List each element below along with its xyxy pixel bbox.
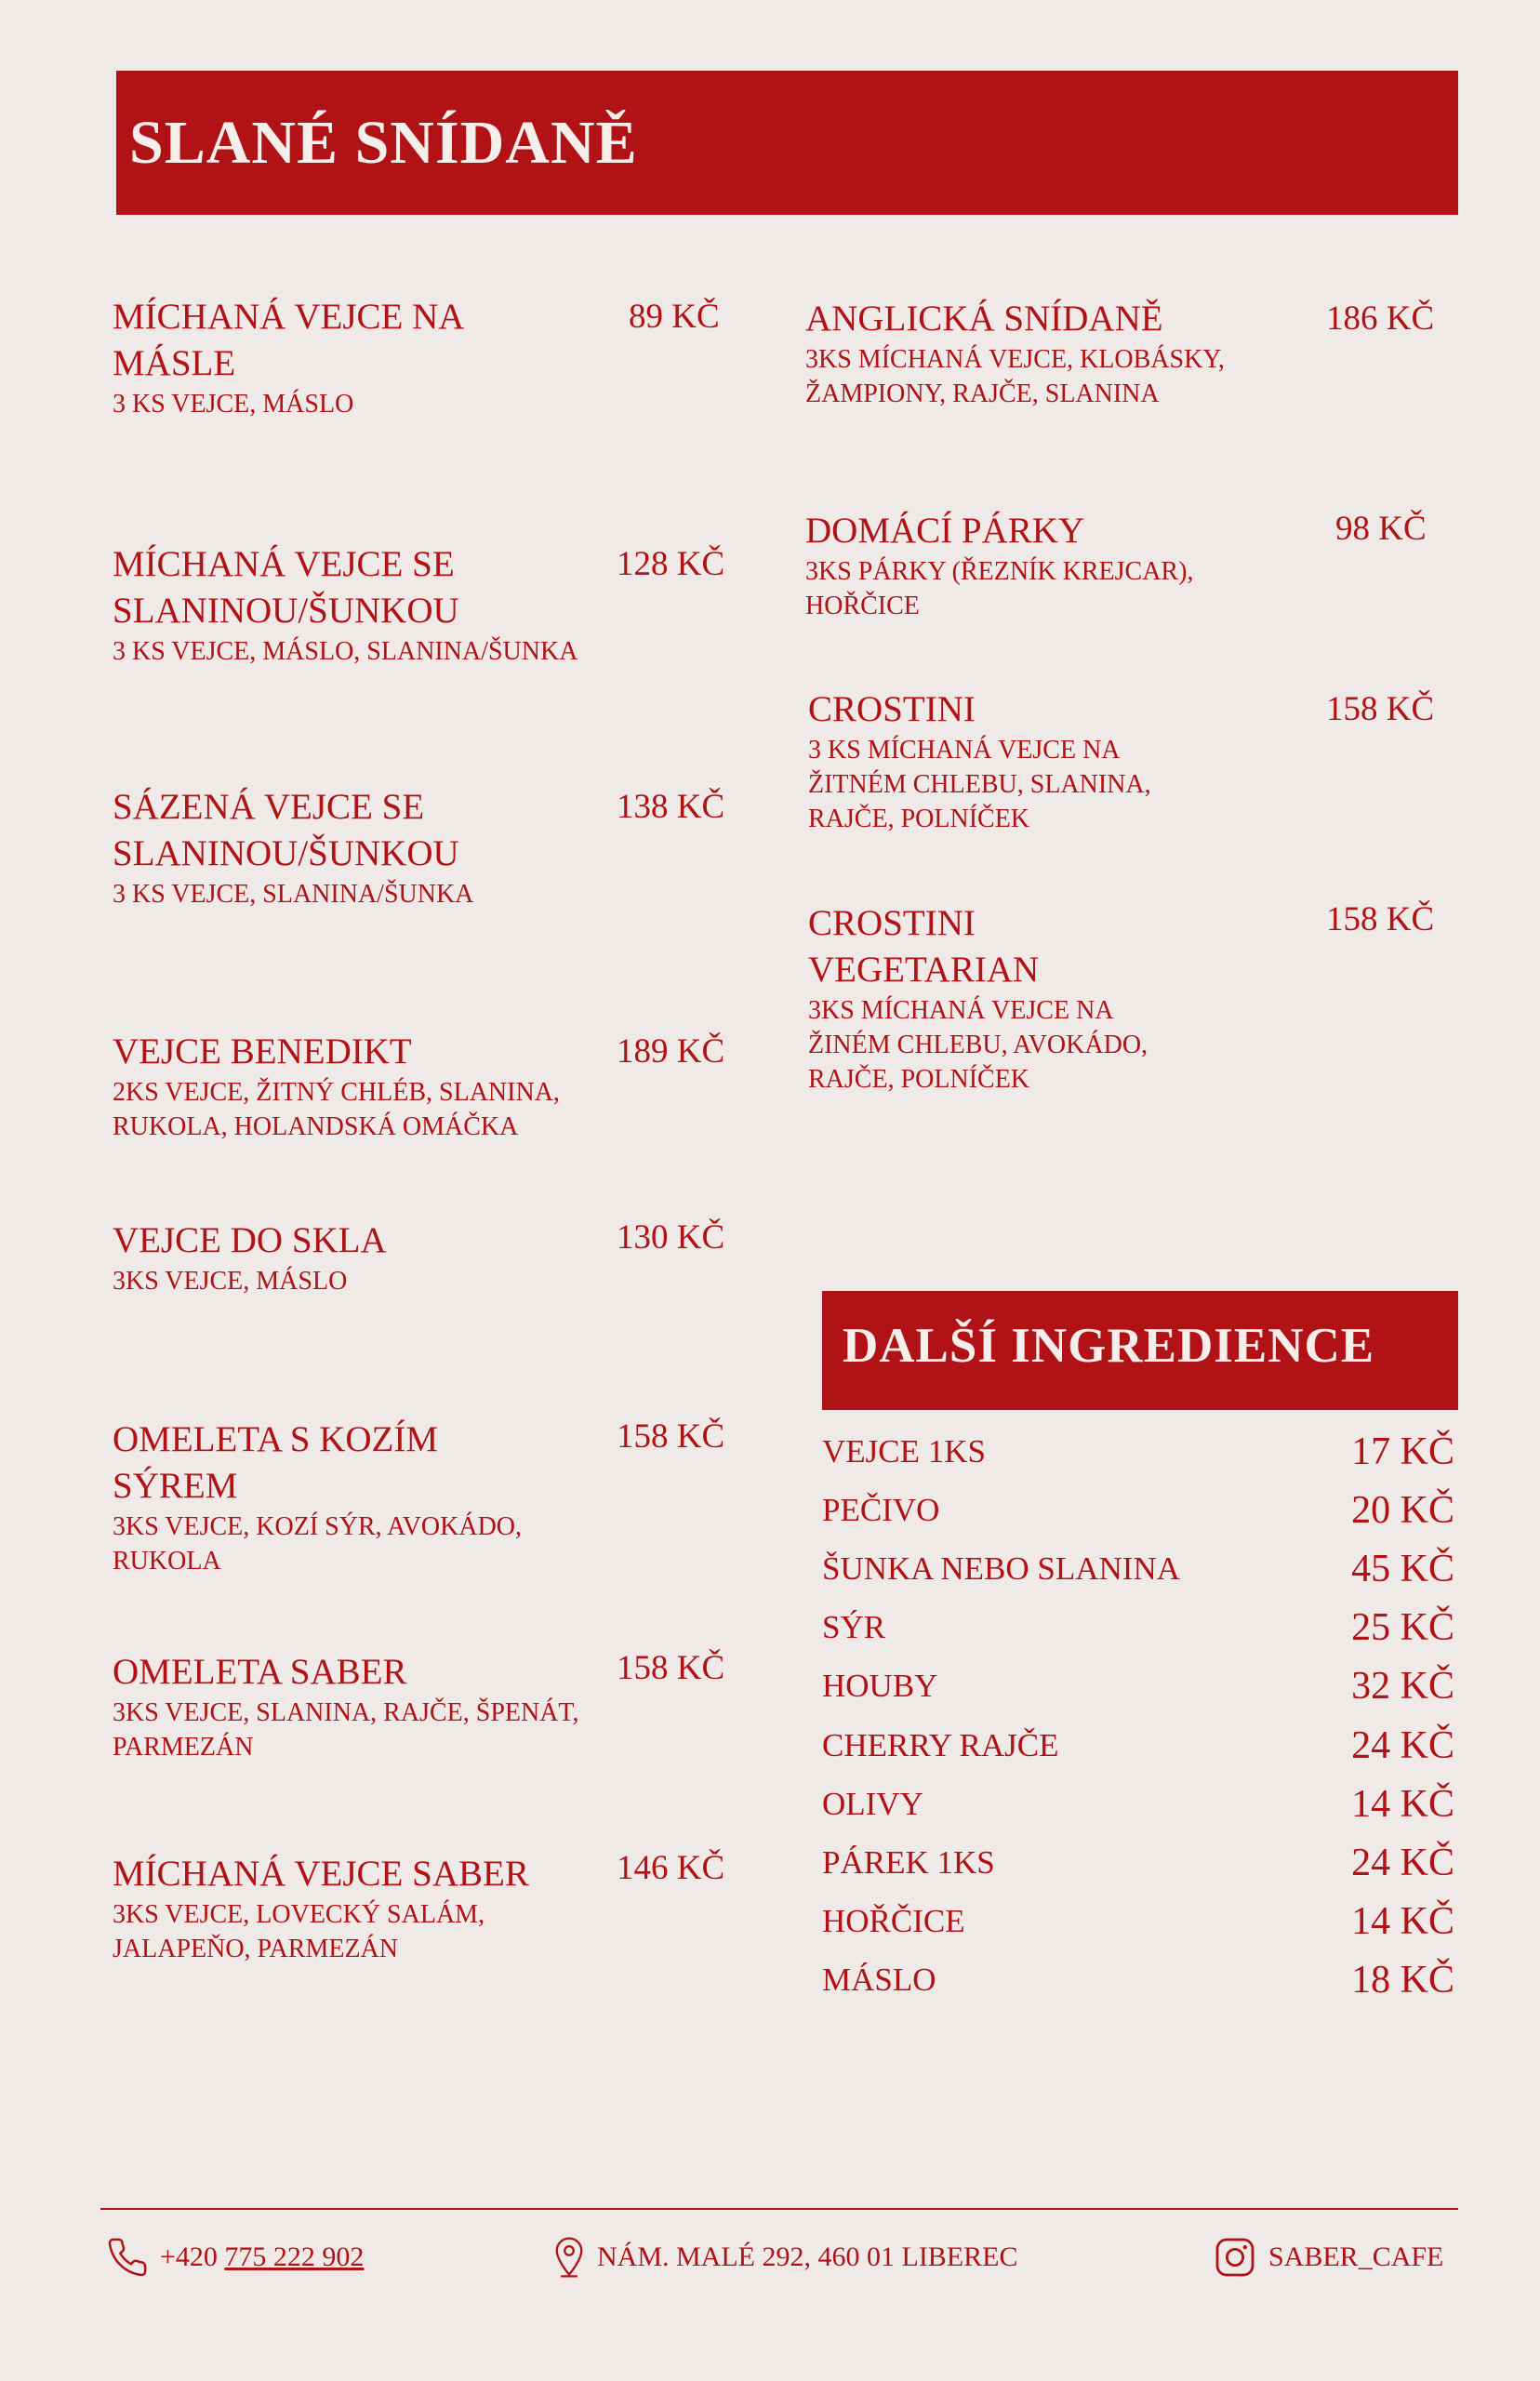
main-title-banner [116,71,1458,215]
extra-row [822,1424,1454,1480]
item-description: 3 KS VEJCE, MÁSLO [113,390,354,419]
menu-item [113,784,633,911]
extra-price: 25 KČ [1351,1606,1454,1649]
item-price: 189 KČ [617,1032,725,1071]
extra-row [822,1776,1454,1832]
item-name: MÍCHANÁ VEJCE SABER [113,1854,529,1894]
extra-row [822,1658,1454,1714]
extra-name: HOŘČICE [822,1903,965,1939]
footer-instagram[interactable] [1213,2232,1443,2282]
extra-price: 17 KČ [1351,1430,1454,1473]
address-text: NÁM. MALÉ 292, 460 01 LIBEREC [597,2241,1018,2272]
extra-price: 20 KČ [1351,1489,1454,1532]
item-name: OMELETA S KOZÍM SÝREM [113,1419,439,1506]
item-description: 3KS VEJCE, LOVECKÝ SALÁM, JALAPEŇO, PARMEZÁN [113,1900,485,1963]
item-name: OMELETA SABER [113,1652,407,1692]
menu-item [113,294,633,421]
item-price: 98 KČ [1335,510,1427,548]
phone-prefix: +420 [160,2241,218,2272]
item-name: MÍCHANÁ VEJCE SE SLANINOU/ŠUNKOU [113,544,459,631]
menu-item [805,508,1289,623]
footer-address [552,2232,1018,2282]
item-price: 89 KČ [629,298,720,336]
item-name: DOMÁCÍ PÁRKY [805,511,1085,551]
extra-name: OLIVY [822,1786,923,1822]
extra-name: MÁSLO [822,1962,936,1998]
extra-name: CHERRY RAJČE [822,1727,1059,1763]
phone-number[interactable]: 775 222 902 [224,2241,365,2272]
extra-row [822,1952,1454,2008]
item-description: 3KS PÁRKY (ŘEZNÍK KREJCAR), HOŘČICE [805,557,1194,620]
extra-row [822,1483,1454,1538]
extra-name: PEČIVO [822,1492,940,1528]
menu-item [808,900,1292,1097]
item-description: 3 KS VEJCE, SLANINA/ŠUNKA [113,880,474,909]
item-description: 3KS MÍCHANÁ VEJCE NA ŽINÉM CHLEBU, AVOKÁDO, RAJČE, POLNÍČEK [808,996,1148,1094]
page-title: SLANÉ SNÍDANĚ [129,109,638,177]
phone-icon [106,2236,149,2279]
item-name: CROSTINI [808,689,976,729]
extra-name: VEJCE 1KS [822,1433,986,1470]
item-price: 158 KČ [617,1417,725,1456]
instagram-handle[interactable]: SABER_CAFE [1268,2241,1444,2272]
menu-item [113,1417,633,1578]
location-pin-icon [552,2236,586,2279]
item-price: 146 KČ [617,1849,725,1887]
item-description: 3 KS MÍCHANÁ VEJCE NA ŽITNÉM CHLEBU, SLANINA, RAJČE, POLNÍČEK [808,736,1151,833]
extras-banner [822,1291,1458,1410]
extra-row [822,1541,1454,1597]
item-price: 130 KČ [617,1218,725,1257]
item-name: VEJCE BENEDIKT [113,1031,412,1071]
extra-name: HOUBY [822,1668,938,1704]
menu-item [113,541,633,669]
menu-item [113,1217,633,1298]
extra-price: 45 KČ [1351,1548,1454,1590]
menu-item [805,296,1289,411]
extra-name: ŠUNKA NEBO SLANINA [822,1550,1181,1587]
extra-row [822,1835,1454,1891]
menu-item [113,1851,633,1966]
extra-price: 24 KČ [1351,1842,1454,1884]
item-price: 138 KČ [617,788,725,826]
extra-name: PÁREK 1KS [822,1844,995,1881]
item-price: 158 KČ [1326,900,1435,938]
item-name: CROSTINI VEGETARIAN [808,903,1040,990]
item-description: 3KS VEJCE, MÁSLO [113,1267,348,1296]
item-description: 3KS VEJCE, KOZÍ SÝR, AVOKÁDO, RUKOLA [113,1512,523,1576]
footer-phone[interactable] [106,2232,364,2282]
menu-item [113,1029,633,1144]
extra-name: SÝR [822,1609,886,1645]
item-name: VEJCE DO SKLA [113,1220,387,1260]
item-price: 128 KČ [617,545,725,583]
extra-price: 14 KČ [1351,1783,1454,1826]
item-name: ANGLICKÁ SNÍDANĚ [805,299,1163,339]
extra-price: 18 KČ [1351,1959,1454,2002]
item-price: 158 KČ [1326,690,1435,728]
item-name: MÍCHANÁ VEJCE NA MÁSLE [113,297,465,383]
extra-price: 14 KČ [1351,1900,1454,1943]
item-description: 3KS MÍCHANÁ VEJCE, KLOBÁSKY, ŽAMPIONY, RAJČE, SLANINA [805,345,1225,408]
footer-divider [100,2208,1458,2210]
item-name: SÁZENÁ VEJCE SE SLANINOU/ŠUNKOU [113,787,459,873]
menu-item [113,1649,633,1764]
item-price: 186 KČ [1326,299,1435,338]
extra-price: 32 KČ [1351,1665,1454,1708]
item-price: 158 KČ [617,1649,725,1687]
item-description: 2KS VEJCE, ŽITNÝ CHLÉB, SLANINA, RUKOLA, HOLANDSKÁ OMÁČKA [113,1078,560,1141]
menu-item [808,686,1292,836]
extra-price: 24 KČ [1351,1724,1454,1767]
extra-row [822,1600,1454,1656]
extra-row [822,1718,1454,1774]
item-description: 3 KS VEJCE, MÁSLO, SLANINA/ŠUNKA [113,637,578,666]
item-description: 3KS VEJCE, SLANINA, RAJČE, ŠPENÁT, PARMEZÁN [113,1698,579,1762]
extras-title: DALŠÍ INGREDIENCE [843,1319,1375,1373]
extra-row [822,1894,1454,1949]
instagram-icon [1213,2235,1257,2280]
